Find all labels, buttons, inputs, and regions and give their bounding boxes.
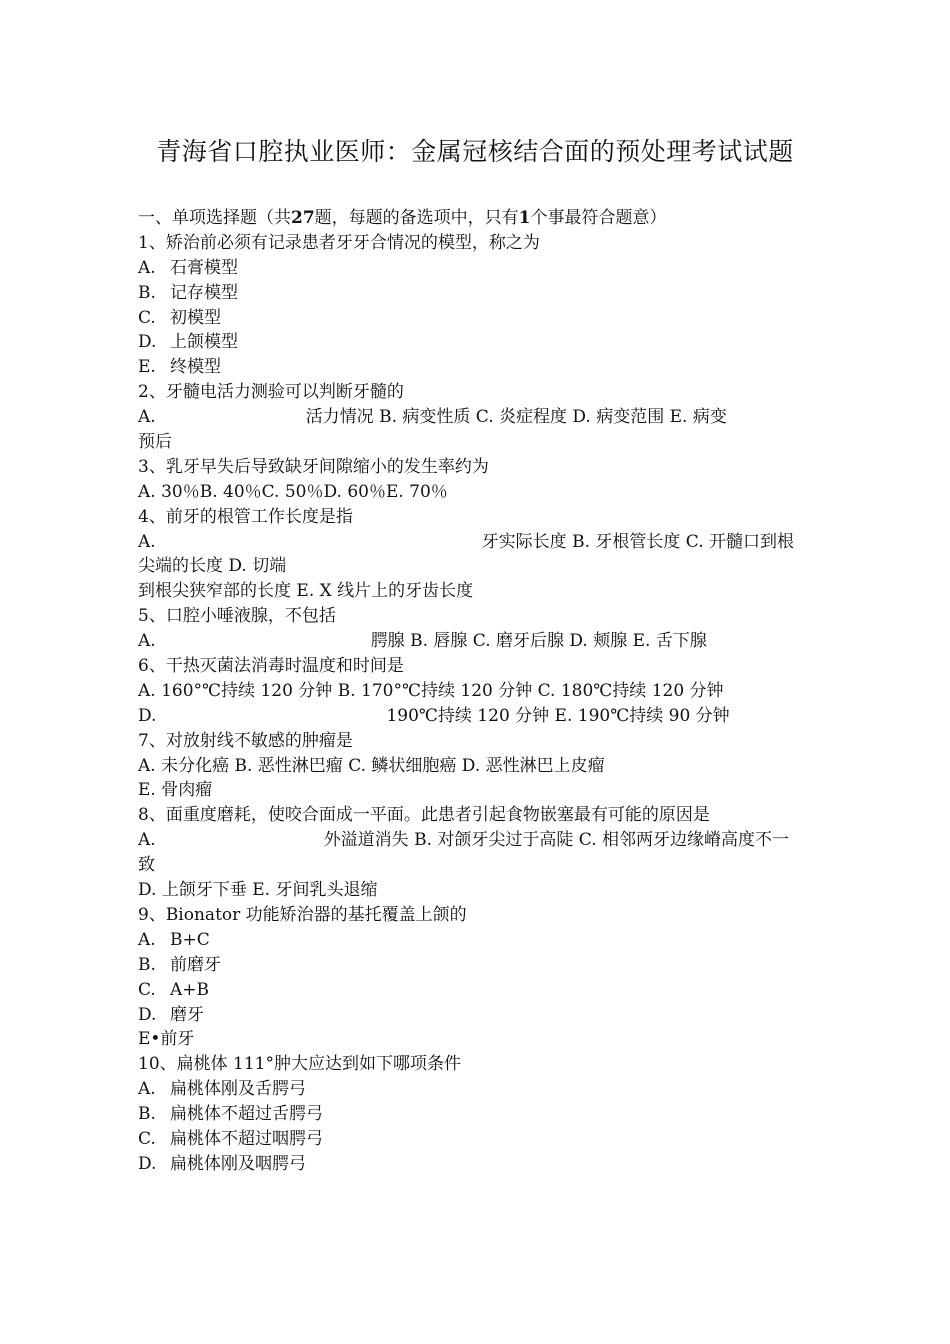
options-line: A. 牙实际长度 B. 牙根管长度 C. 开髓口到根 <box>138 531 795 552</box>
page-title: 青海省口腔执业医师：金属冠核结合面的预处理考试试题 <box>156 137 794 166</box>
options-line: D. 上颌牙下垂 E. 牙间乳头退缩 <box>138 880 378 901</box>
document-body <box>138 206 828 1177</box>
question-stem: 8、面重度磨耗，使咬合面成一平面。此患者引起食物嵌塞最有可能的原因是 <box>138 805 710 826</box>
option-line: B. 扁桃体不超过舌腭弓 <box>138 1104 323 1125</box>
question-stem: 6、干热灭菌法消毒时温度和时间是 <box>138 656 404 677</box>
options-line: A. 腭腺 B. 唇腺 C. 磨牙后腺 D. 颊腺 E. 舌下腺 <box>138 631 707 652</box>
options-line: 到根尖狭窄部的长度 E. X 线片上的牙齿长度 <box>138 581 474 602</box>
options-line: A. 活力情况 B. 病变性质 C. 炎症程度 D. 病变范围 E. 病变 <box>138 407 727 428</box>
question-stem: 9、Bionator 功能矫治器的基托覆盖上颌的 <box>138 904 467 925</box>
options-line: A. 未分化癌 B. 恶性淋巴瘤 C. 鳞状细胞癌 D. 恶性淋巴上皮瘤 <box>138 755 605 776</box>
options-line: D. 190℃持续 120 分钟 E. 190℃持续 90 分钟 <box>138 705 730 726</box>
option-line: D. 磨牙 <box>138 1004 204 1025</box>
options-line: A. 160°℃持续 120 分钟 B. 170°℃持续 120 分钟 C. 180℃持续 120 分钟 <box>138 680 724 701</box>
options-line: 预后 <box>138 432 172 453</box>
option-line: B. 记存模型 <box>138 282 238 303</box>
option-line: A. B+C <box>138 929 210 950</box>
question-stem: 10、扁桃体 111°肿大应达到如下哪项条件 <box>138 1054 461 1075</box>
question-stem: 2、牙髓电活力测验可以判断牙髓的 <box>138 382 404 403</box>
options-line: E. 骨肉瘤 <box>138 780 213 801</box>
option-line: E•前牙 <box>138 1029 195 1050</box>
option-line: C. 初模型 <box>138 307 221 328</box>
options-line: A. 外溢道消失 B. 对颌牙尖过于高陡 C. 相邻两牙边缘嵴高度不一 <box>138 830 790 851</box>
options-line: A. 30％B. 40％C. 50％D. 60％E. 70％ <box>138 481 448 502</box>
options-line: 尖端的长度 D. 切端 <box>138 556 287 577</box>
option-line: D. 扁桃体刚及咽腭弓 <box>138 1153 306 1174</box>
option-line: A. 扁桃体刚及舌腭弓 <box>138 1079 306 1100</box>
option-line: C. A+B <box>138 979 210 1000</box>
question-stem: 1、矫治前必须有记录患者牙牙合情况的模型，称之为 <box>138 232 540 253</box>
option-line: E. 终模型 <box>138 357 221 378</box>
option-line: B. 前磨牙 <box>138 954 221 975</box>
question-stem: 4、前牙的根管工作长度是指 <box>138 506 353 527</box>
section-heading: 一、单项选择题（共27题，每题的备选项中，只有1个事最符合题意） <box>138 208 667 228</box>
option-line: D. 上颌模型 <box>138 332 238 353</box>
options-line: 致 <box>138 855 155 876</box>
question-stem: 5、口腔小唾液腺，不包括 <box>138 606 336 627</box>
question-stem: 7、对放射线不敏感的肿瘤是 <box>138 730 353 751</box>
question-stem: 3、乳牙早失后导致缺牙间隙缩小的发生率约为 <box>138 456 489 477</box>
option-line: C. 扁桃体不超过咽腭弓 <box>138 1128 323 1149</box>
option-line: A. 石膏模型 <box>138 257 238 278</box>
